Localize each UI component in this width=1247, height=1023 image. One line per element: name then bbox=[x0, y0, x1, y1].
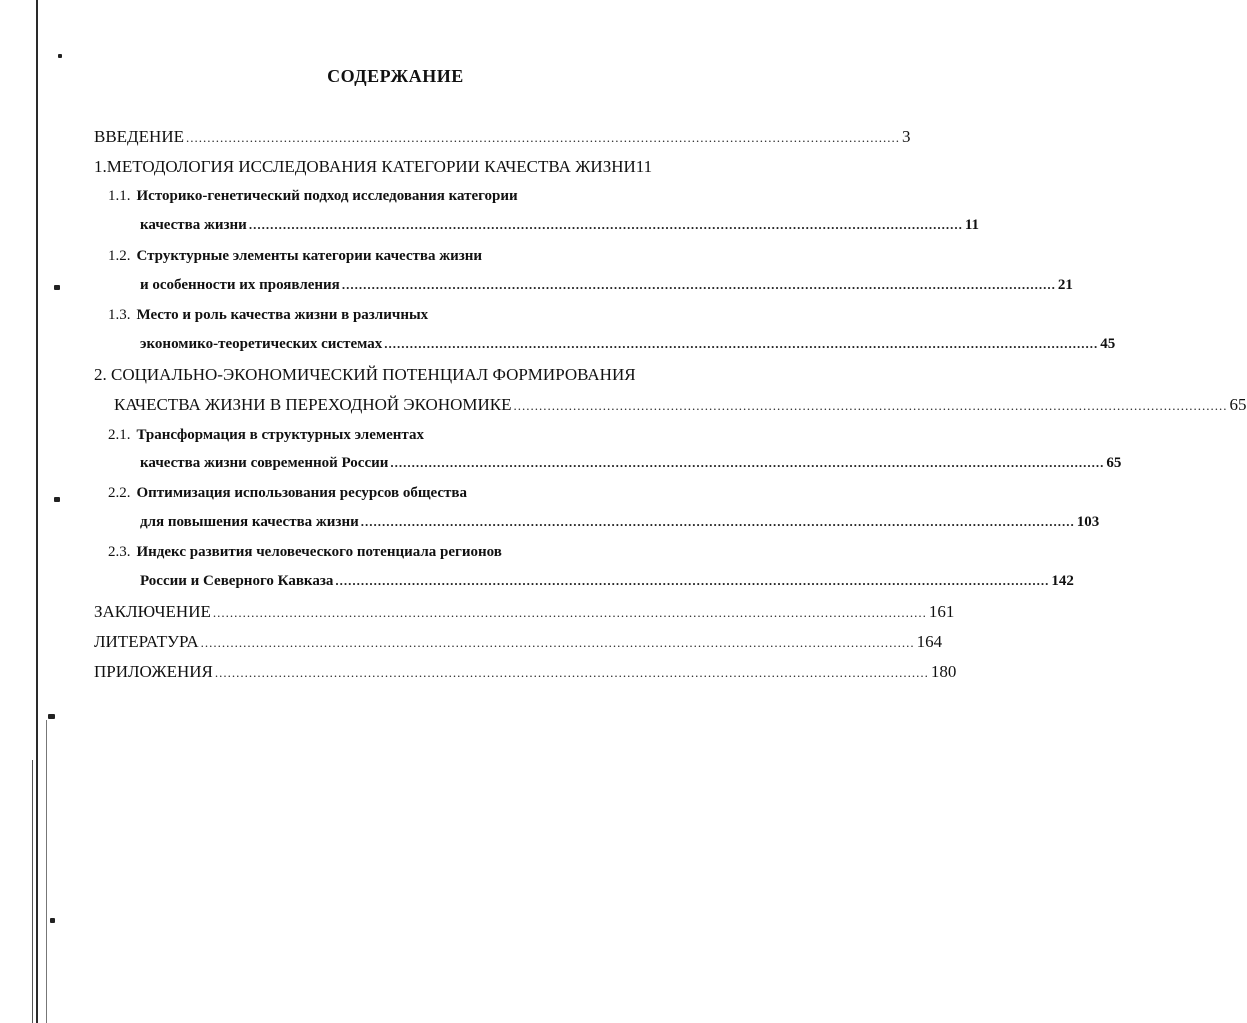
toc-entry-title: 2. СОЦИАЛЬНО-ЭКОНОМИЧЕСКИЙ ПОТЕНЦИАЛ ФОРМИРОВАНИЯ bbox=[94, 365, 636, 384]
leader-dots: ........................................................................................................................................................................ bbox=[360, 514, 1075, 529]
toc-page-number: 45 bbox=[1100, 336, 1116, 352]
toc-entry-1-3[interactable] bbox=[140, 336, 1116, 353]
toc-entry-title: ВВЕДЕНИЕ bbox=[94, 127, 184, 146]
leader-dots: ........................................................................................................................................................................ bbox=[214, 665, 929, 680]
scan-edge-line bbox=[32, 760, 33, 1023]
toc-page-number: 65 bbox=[1106, 455, 1122, 471]
toc-entry-title-cont: для повышения качества жизни bbox=[140, 514, 359, 530]
section-number: 1.3. bbox=[108, 307, 131, 323]
toc-entry-1-1-line1[interactable] bbox=[108, 188, 679, 205]
toc-entry-2-2[interactable] bbox=[140, 514, 1100, 531]
toc-entry-title: 1.МЕТОДОЛОГИЯ ИССЛЕДОВАНИЯ КАТЕГОРИИ КАЧЕСТВА ЖИЗНИ bbox=[94, 157, 636, 176]
leader-dots: ........................................................................................................................................................................ bbox=[384, 336, 1099, 351]
toc-entry-title: ПРИЛОЖЕНИЯ bbox=[94, 662, 213, 681]
toc-entry-chapter-1[interactable] bbox=[94, 157, 681, 177]
toc-entry-title: Индекс развития человеческого потенциала регионов bbox=[136, 544, 502, 560]
toc-page-number: 161 bbox=[928, 602, 955, 621]
toc-entry-1-2-line1[interactable] bbox=[108, 248, 679, 265]
leader-dots: ........................................................................................................................................................................ bbox=[185, 130, 900, 145]
toc-page-number: 21 bbox=[1057, 277, 1073, 293]
toc-entry-1-1[interactable] bbox=[140, 217, 980, 234]
toc-entry-appendix[interactable] bbox=[94, 662, 957, 682]
toc-page-number: 3 bbox=[901, 127, 911, 146]
scan-speck bbox=[54, 497, 60, 502]
section-number: 1.2. bbox=[108, 248, 131, 264]
leader-dots: ........................................................................................................................................................................ bbox=[200, 635, 915, 650]
toc-entry-title: ЗАКЛЮЧЕНИЕ bbox=[94, 602, 211, 621]
toc-entry-1-2[interactable] bbox=[140, 277, 1073, 294]
leader-dots: ........................................................................................................................................................................ bbox=[390, 455, 1105, 470]
toc-entry-title: Трансформация в структурных элементах bbox=[136, 427, 424, 443]
toc-page-number: 11 bbox=[964, 217, 980, 233]
toc-entry-title: Историко-генетический подход исследования категории bbox=[136, 188, 518, 204]
leader-dots: ........................................................................................................................................................................ bbox=[513, 398, 1228, 413]
toc-entry-title: Структурные элементы категории качества жизни bbox=[136, 248, 483, 264]
toc-entry-title-cont: России и Северного Кавказа bbox=[140, 573, 334, 589]
toc-entry-title-cont: КАЧЕСТВА ЖИЗНИ В ПЕРЕХОДНОЙ ЭКОНОМИКЕ bbox=[114, 395, 512, 414]
leader-dots: ........................................................................................................................................................................ bbox=[335, 573, 1050, 588]
section-number: 1.1. bbox=[108, 188, 131, 204]
toc-entry-intro[interactable] bbox=[94, 127, 911, 147]
toc-entry-1-3-line1[interactable] bbox=[108, 307, 679, 324]
toc-entry-title: Оптимизация использования ресурсов общества bbox=[136, 485, 468, 501]
toc-entry-title-cont: и особенности их проявления bbox=[140, 277, 340, 293]
binding-edge-line bbox=[36, 0, 38, 1023]
scan-speck bbox=[48, 714, 55, 719]
toc-entry-2-1-line1[interactable] bbox=[108, 427, 679, 444]
section-number: 2.1. bbox=[108, 427, 131, 443]
toc-page-number: 164 bbox=[916, 632, 943, 651]
toc-page-number: 180 bbox=[930, 662, 957, 681]
toc-entry-title: Место и роль качества жизни в различных bbox=[136, 307, 429, 323]
toc-page-number: 11 bbox=[635, 157, 653, 176]
toc-entry-2-3-line1[interactable] bbox=[108, 544, 679, 561]
toc-page-number: 142 bbox=[1051, 573, 1074, 589]
toc-entry-2-3[interactable] bbox=[140, 573, 1074, 590]
toc-entry-title-cont: качества жизни современной России bbox=[140, 455, 389, 471]
toc-entry-literature[interactable] bbox=[94, 632, 943, 652]
leader-dots: ........................................................................................................................................................................ bbox=[341, 277, 1056, 292]
toc-entry-title-cont: экономико-теоретических системах bbox=[140, 336, 383, 352]
toc-entry-chapter-2[interactable] bbox=[114, 395, 1247, 415]
toc-entry-2-2-line1[interactable] bbox=[108, 485, 679, 502]
toc-entry-chapter-2-line1[interactable] bbox=[94, 365, 679, 385]
leader-dots: ........................................................................................................................................................................ bbox=[248, 217, 963, 232]
page-title: СОДЕРЖАНИЕ bbox=[327, 66, 464, 86]
toc-page-number: 65 bbox=[1229, 395, 1247, 414]
toc-entry-conclusion[interactable] bbox=[94, 602, 955, 622]
section-number: 2.3. bbox=[108, 544, 131, 560]
toc-entry-title: ЛИТЕРАТУРА bbox=[94, 632, 199, 651]
leader-dots: ........................................................................................................................................................................ bbox=[212, 605, 927, 620]
scan-speck bbox=[54, 285, 60, 290]
toc-entry-title-cont: качества жизни bbox=[140, 217, 247, 233]
scan-edge-line bbox=[46, 720, 47, 1023]
scan-speck bbox=[58, 54, 62, 58]
toc-page-number: 103 bbox=[1076, 514, 1100, 530]
section-number: 2.2. bbox=[108, 485, 131, 501]
scan-speck bbox=[50, 918, 55, 923]
toc-entry-2-1[interactable] bbox=[140, 455, 1122, 472]
